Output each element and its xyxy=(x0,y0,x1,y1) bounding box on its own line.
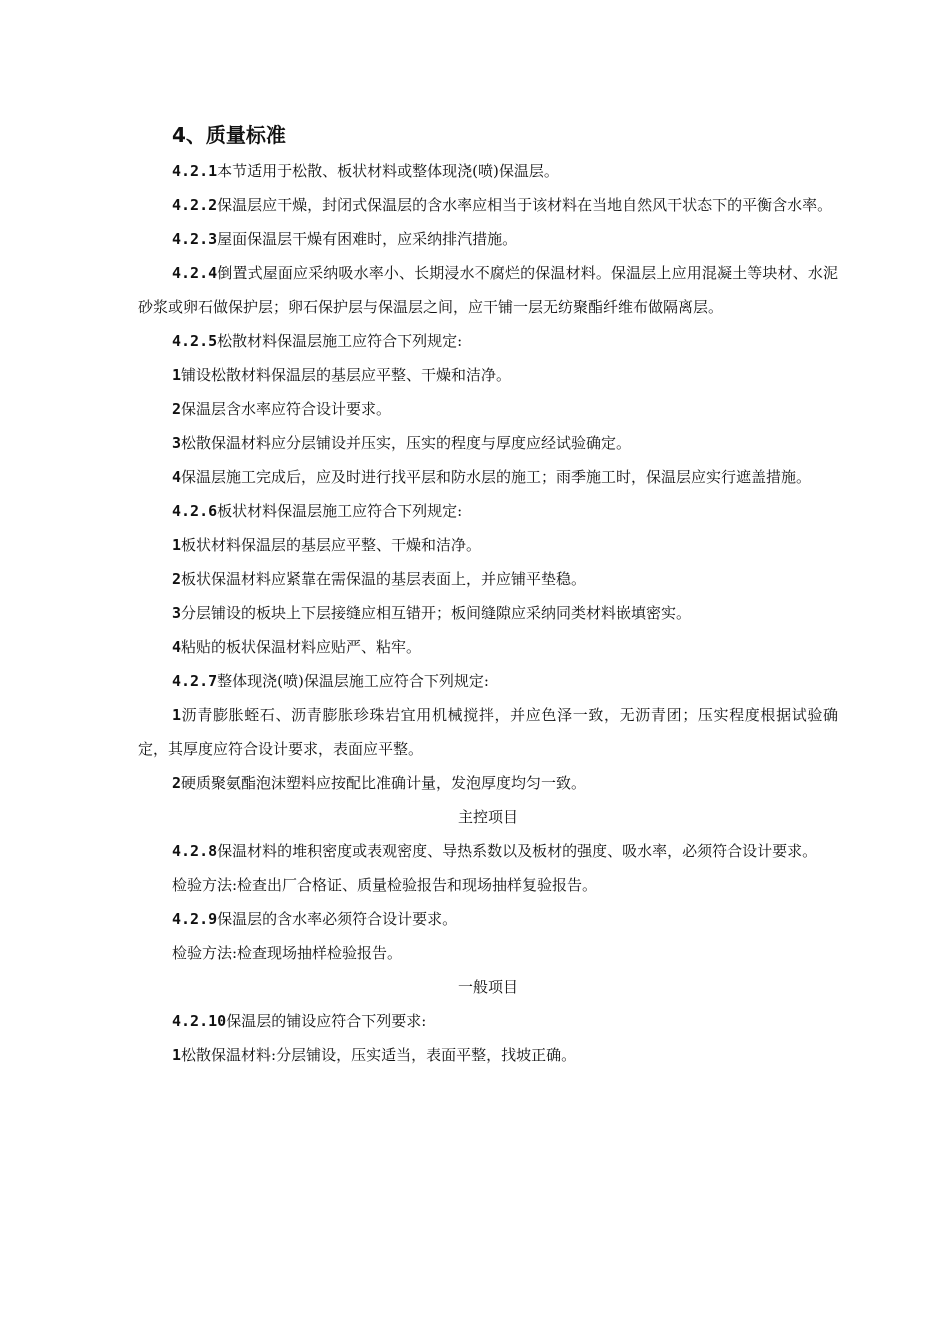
clause-number: 2 xyxy=(172,570,182,588)
clause-number: 4 xyxy=(172,468,182,486)
paragraph xyxy=(138,188,838,222)
paragraph-text: 本节适用于松散、板状材料或整体现浇(喷)保温层。 xyxy=(217,162,559,180)
paragraph xyxy=(138,1004,838,1038)
paragraph xyxy=(138,698,838,766)
document-body xyxy=(138,154,838,1072)
paragraph-text: 板状材料保温层的基层应平整、干燥和洁净。 xyxy=(181,536,482,554)
paragraph-text: 保温材料的堆积密度或表观密度、导热系数以及板材的强度、吸水率，必须符合设计要求。 xyxy=(217,842,818,860)
clause-number: 3 xyxy=(172,604,182,622)
paragraph xyxy=(138,528,838,562)
paragraph xyxy=(138,834,838,868)
clause-number: 2 xyxy=(172,774,182,792)
clause-number: 4.2.1 xyxy=(172,162,218,180)
paragraph-text: 板状保温材料应紧靠在需保温的基层表面上，并应铺平垫稳。 xyxy=(181,570,587,588)
paragraph-text: 保温层的含水率必须符合设计要求。 xyxy=(217,910,458,928)
paragraph-text: 检验方法:检查出厂合格证、质量检验报告和现场抽样复验报告。 xyxy=(172,876,598,894)
paragraph xyxy=(138,868,838,902)
paragraph xyxy=(138,766,838,800)
paragraph xyxy=(138,392,838,426)
section-heading: 4、质量标准 xyxy=(172,123,286,147)
clause-number: 4.2.4 xyxy=(172,264,218,282)
paragraph-text: 松散保温材料应分层铺设并压实，压实的程度与厚度应经试验确定。 xyxy=(181,434,632,452)
paragraph-text: 整体现浇(喷)保温层施工应符合下列规定: xyxy=(217,672,489,690)
subsection-heading xyxy=(138,970,838,1004)
paragraph-text: 硬质聚氨酯泡沫塑料应按配比准确计量，发泡厚度均匀一致。 xyxy=(181,774,587,792)
paragraph-text: 分层铺设的板块上下层接缝应相互错开；板间缝隙应采纳同类材料嵌填密实。 xyxy=(181,604,692,622)
paragraph-text: 板状材料保温层施工应符合下列规定: xyxy=(217,502,463,520)
paragraph-text: 保温层施工完成后，应及时进行找平层和防水层的施工；雨季施工时，保温层应实行遮盖措施。 xyxy=(181,468,812,486)
paragraph xyxy=(138,256,838,324)
clause-number: 3 xyxy=(172,434,182,452)
clause-number: 1 xyxy=(172,366,182,384)
paragraph-text: 倒置式屋面应采纳吸水率小、长期浸水不腐烂的保温材料。保温层上应用混凝土等块材、水泥砂浆或卵石做保护层；卵石保护层与保温层之间，应干铺一层无纺聚酯纤维布做隔离层。 xyxy=(138,264,838,316)
clause-number: 4.2.6 xyxy=(172,502,218,520)
paragraph-text: 保温层应干燥，封闭式保温层的含水率应相当于该材料在当地自然风干状态下的平衡含水率。 xyxy=(217,196,833,214)
paragraph xyxy=(138,562,838,596)
clause-number: 4.2.3 xyxy=(172,230,218,248)
paragraph xyxy=(138,324,838,358)
clause-number: 4.2.5 xyxy=(172,332,218,350)
paragraph xyxy=(138,664,838,698)
paragraph xyxy=(138,596,838,630)
paragraph xyxy=(138,426,838,460)
paragraph-text: 粘贴的板状保温材料应贴严、粘牢。 xyxy=(181,638,422,656)
paragraph-text: 松散保温材料:分层铺设，压实适当，表面平整，找坡正确。 xyxy=(181,1046,577,1064)
clause-number: 1 xyxy=(172,706,182,724)
clause-number: 1 xyxy=(172,1046,182,1064)
clause-number: 4.2.8 xyxy=(172,842,218,860)
paragraph xyxy=(138,902,838,936)
paragraph xyxy=(138,460,838,494)
paragraph-text: 铺设松散材料保温层的基层应平整、干燥和洁净。 xyxy=(181,366,512,384)
paragraph xyxy=(138,1038,838,1072)
paragraph xyxy=(138,494,838,528)
clause-number: 1 xyxy=(172,536,182,554)
paragraph xyxy=(138,154,838,188)
clause-number: 4.2.2 xyxy=(172,196,218,214)
paragraph-text: 一般项目 xyxy=(457,978,518,996)
subsection-heading xyxy=(138,800,838,834)
clause-number: 4.2.9 xyxy=(172,910,218,928)
paragraph xyxy=(138,936,838,970)
clause-number: 2 xyxy=(172,400,182,418)
clause-number: 4 xyxy=(172,638,182,656)
paragraph-text: 沥青膨胀蛭石、沥青膨胀珍珠岩宜用机械搅拌，并应色泽一致，无沥青团；压实程度根据试验确定，其厚度应符合设计要求，表面应平整。 xyxy=(138,706,838,758)
paragraph-text: 保温层含水率应符合设计要求。 xyxy=(181,400,392,418)
clause-number: 4.2.7 xyxy=(172,672,218,690)
paragraph-text: 主控项目 xyxy=(457,808,518,826)
paragraph xyxy=(138,222,838,256)
paragraph xyxy=(138,358,838,392)
paragraph-text: 松散材料保温层施工应符合下列规定: xyxy=(217,332,463,350)
clause-number: 4.2.10 xyxy=(172,1012,227,1030)
paragraph-text: 检验方法:检查现场抽样检验报告。 xyxy=(172,944,403,962)
paragraph-text: 屋面保温层干燥有困难时，应采纳排汽措施。 xyxy=(217,230,518,248)
paragraph-text: 保温层的铺设应符合下列要求: xyxy=(226,1012,427,1030)
paragraph xyxy=(138,630,838,664)
